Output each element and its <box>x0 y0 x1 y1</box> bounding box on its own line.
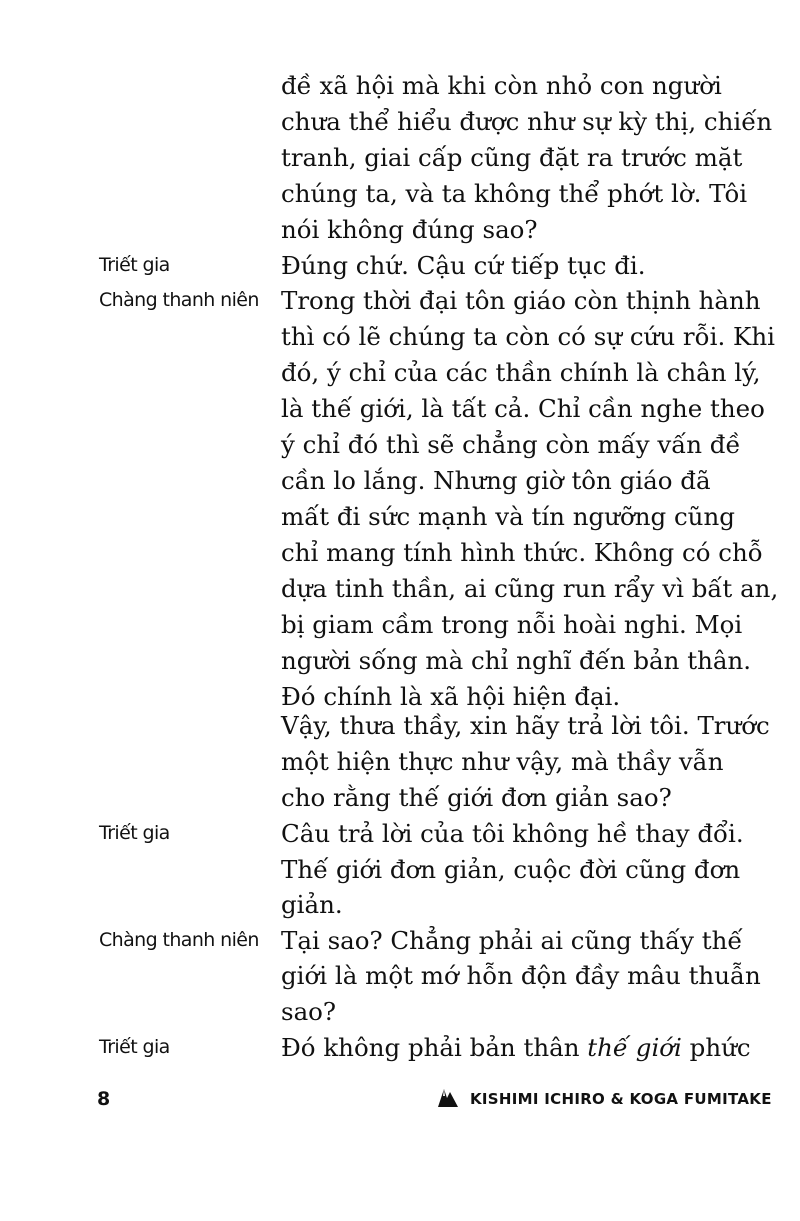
text-segment: phức <box>681 1033 751 1062</box>
text-line: đó, ý chỉ của các thần chính là chân lý, <box>281 358 761 387</box>
speaker-label: Chàng thanh niên <box>99 289 259 311</box>
text-line <box>281 1030 751 1065</box>
text-line: Trong thời đại tôn giáo còn thịnh hành <box>281 286 761 315</box>
text-line: tranh, giai cấp cũng đặt ra trước mặt <box>281 143 743 172</box>
text-segment: Đó không phải bản thân <box>281 1033 588 1062</box>
speaker-label: Triết gia <box>99 254 170 276</box>
text-line: đề xã hội mà khi còn nhỏ con người <box>281 71 722 100</box>
text-line: sao? <box>281 997 337 1026</box>
text-line: người sống mà chỉ nghĩ đến bản thân. <box>281 646 752 675</box>
text-line: thì có lẽ chúng ta còn có sự cứu rỗi. Khi <box>281 322 775 351</box>
text-line: chưa thể hiểu được như sự kỳ thị, chiến <box>281 107 773 136</box>
text-line: dựa tinh thần, ai cũng run rẩy vì bất an, <box>281 574 779 603</box>
text-line: giản. <box>281 890 343 919</box>
text-line: chỉ mang tính hình thức. Không có chỗ <box>281 538 763 567</box>
italic-text: thế giới <box>587 1033 682 1062</box>
text-line: Thế giới đơn giản, cuộc đời cũng đơn <box>281 855 741 884</box>
publisher-logo-icon <box>436 1086 460 1108</box>
text-line: là thế giới, là tất cả. Chỉ cần nghe theo <box>281 394 765 423</box>
text-line: Vậy, thưa thầy, xin hãy trả lời tôi. Trước <box>281 711 770 740</box>
text-line: Đó chính là xã hội hiện đại. <box>281 682 621 711</box>
text-line: ý chỉ đó thì sẽ chẳng còn mấy vấn đề <box>281 430 741 459</box>
speaker-label: Chàng thanh niên <box>99 929 259 951</box>
footer-authors: KISHIMI ICHIRO & KOGA FUMITAKE <box>470 1090 772 1108</box>
page-number: 8 <box>97 1088 111 1110</box>
text-line: cho rằng thế giới đơn giản sao? <box>281 783 672 812</box>
text-line: cần lo lắng. Nhưng giờ tôn giáo đã <box>281 466 711 495</box>
speaker-label: Triết gia <box>99 1036 170 1058</box>
text-line: bị giam cầm trong nỗi hoài nghi. Mọi <box>281 610 743 639</box>
text-line: chúng ta, và ta không thể phớt lờ. Tôi <box>281 179 748 208</box>
text-line: giới là một mớ hỗn độn đầy mâu thuẫn <box>281 961 761 990</box>
text-line: mất đi sức mạnh và tín ngưỡng cũng <box>281 502 735 531</box>
speaker-label: Triết gia <box>99 822 170 844</box>
text-line: nói không đúng sao? <box>281 215 538 244</box>
text-line: Câu trả lời của tôi không hề thay đổi. <box>281 819 744 848</box>
text-line: một hiện thực như vậy, mà thầy vẫn <box>281 747 724 776</box>
text-line: Đúng chứ. Cậu cứ tiếp tục đi. <box>281 251 646 280</box>
text-line: Tại sao? Chẳng phải ai cũng thấy thế <box>281 926 743 955</box>
